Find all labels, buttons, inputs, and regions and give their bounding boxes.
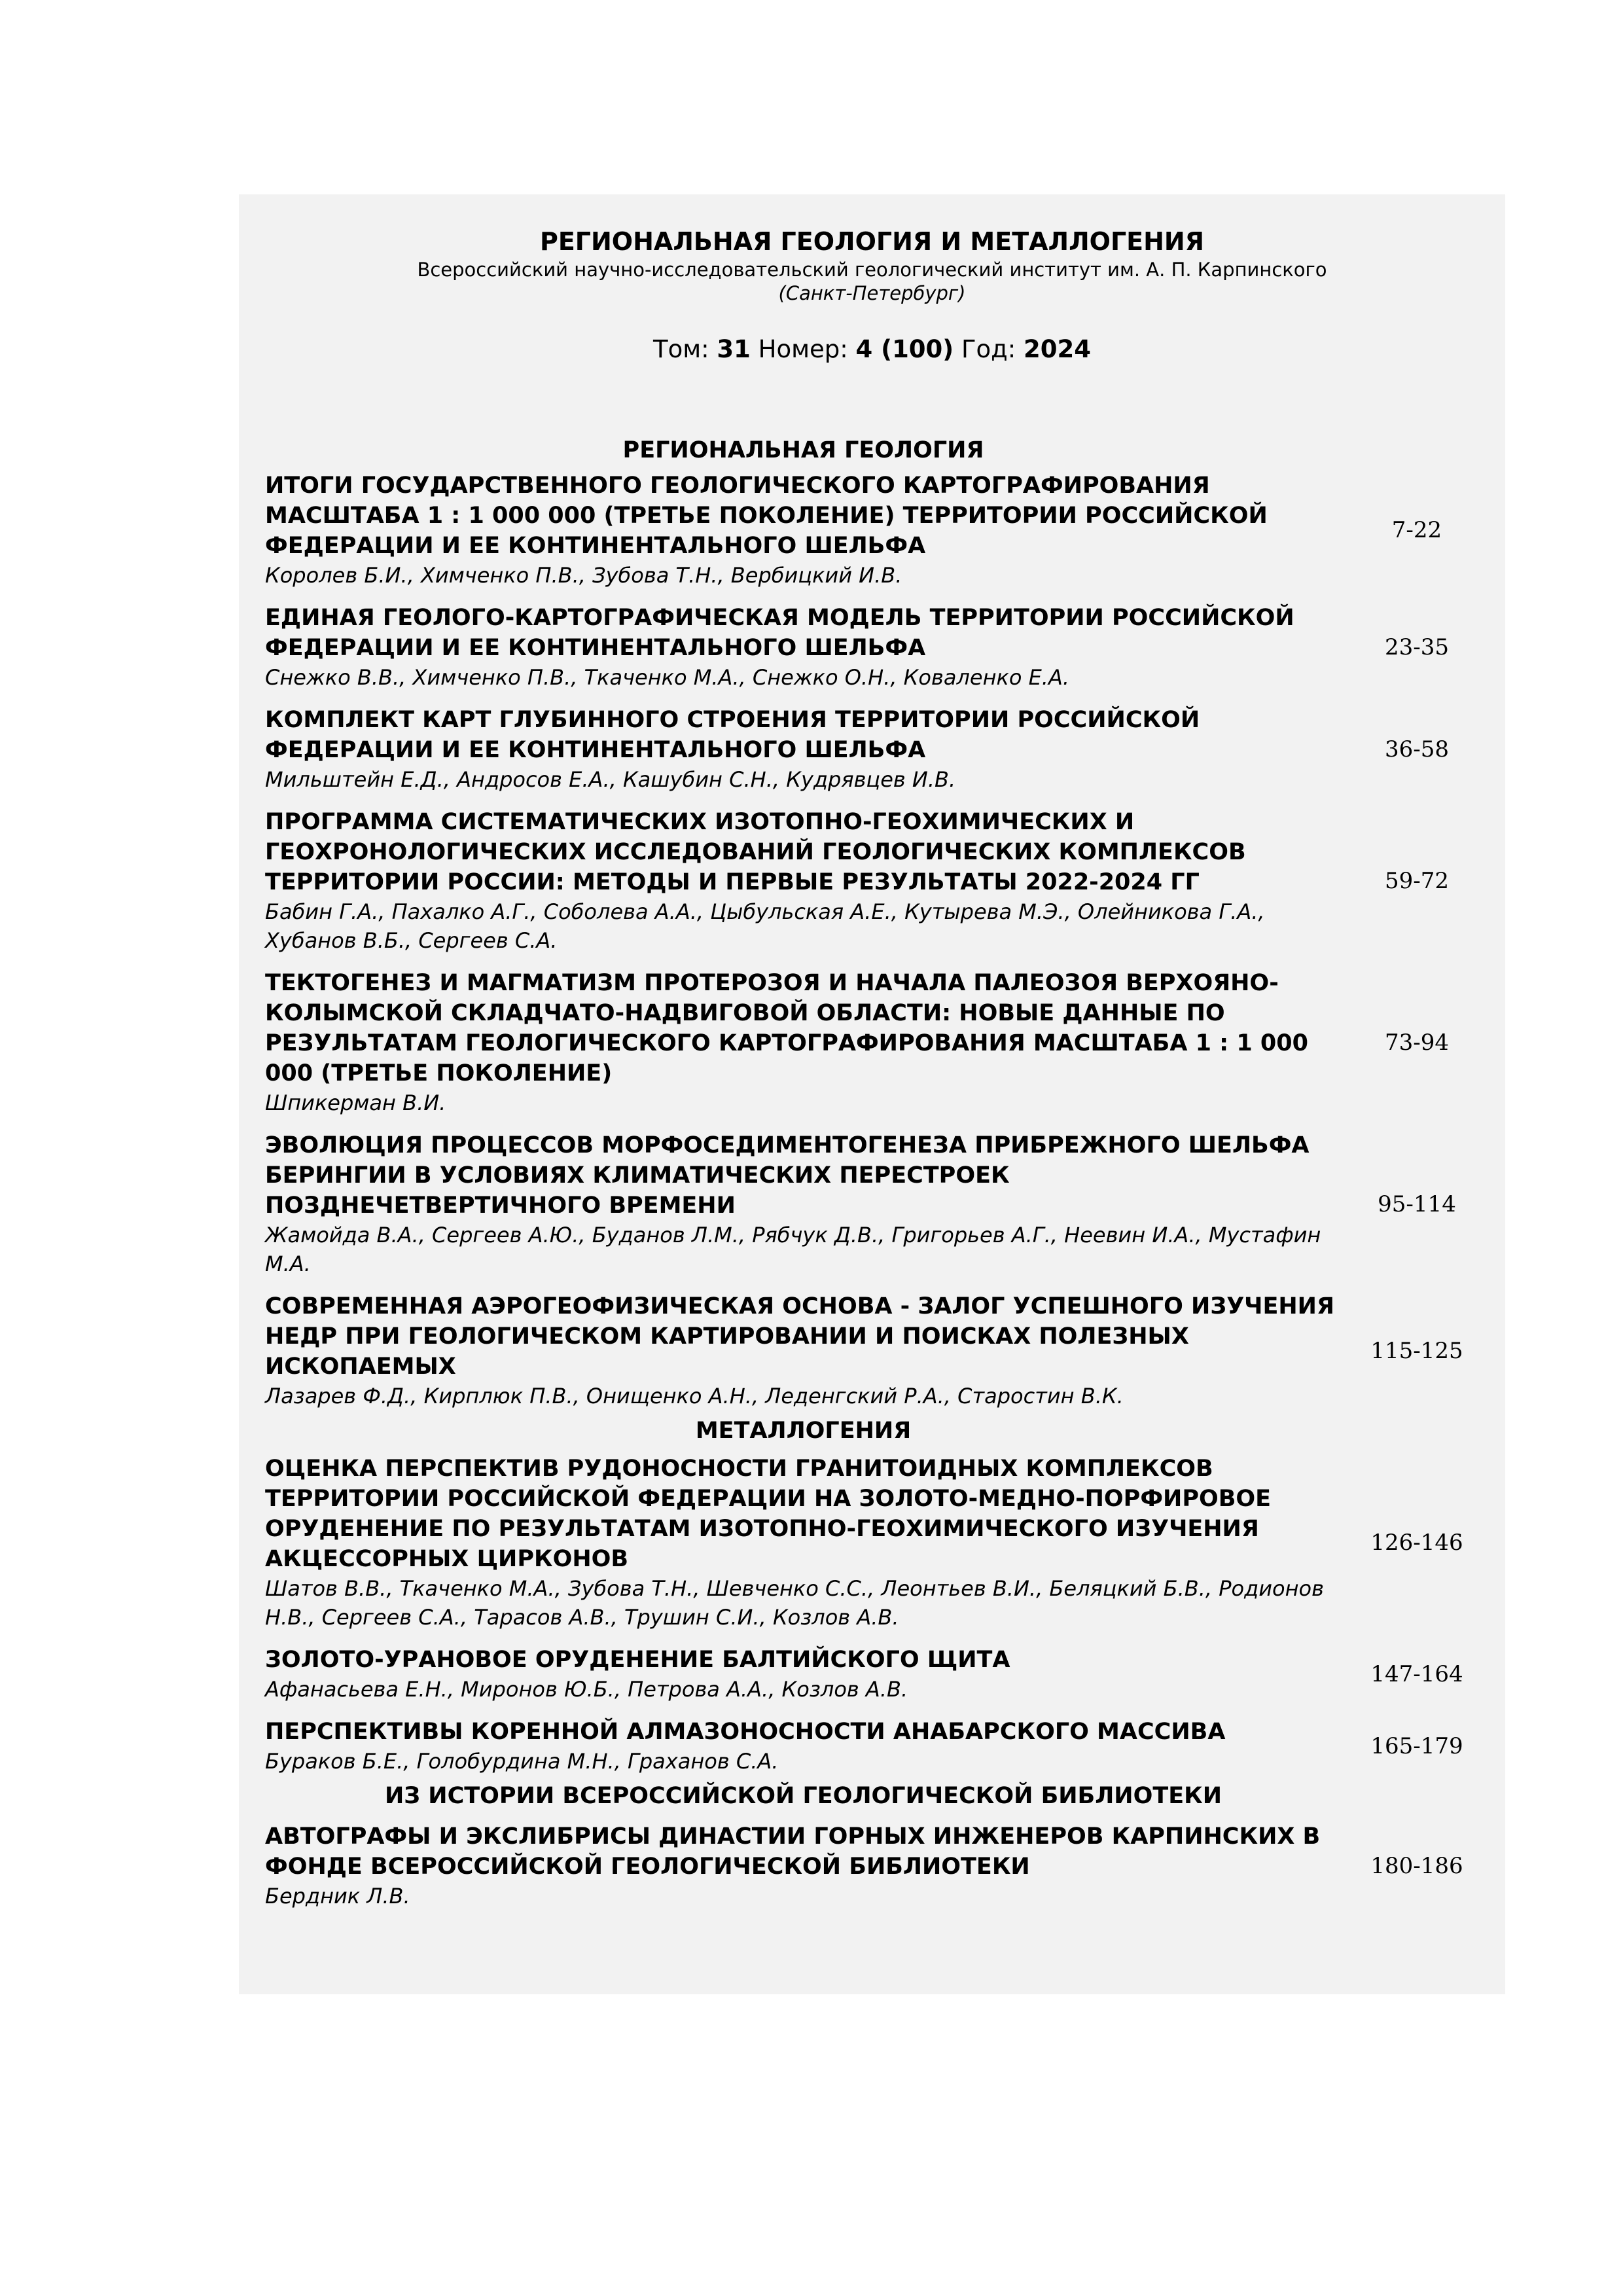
article-pages: 165-179 — [1370, 1733, 1463, 1759]
toc-entry[interactable] — [265, 1130, 1482, 1278]
issue-info — [239, 335, 1505, 363]
article-title[interactable]: ЕДИНАЯ ГЕОЛОГО-КАРТОГРАФИЧЕСКАЯ МОДЕЛЬ ТЕРРИТОРИИ РОССИЙСКОЙ ФЕДЕРАЦИИ И ЕЕ КОНТИНЕНТАЛЬНОГО ШЕЛЬФА — [265, 605, 1294, 661]
article-pages: 23-35 — [1384, 634, 1449, 660]
article-authors: Афанасьева Е.Н., Миронов Ю.Б., Петрова А.А., Козлов А.В. — [265, 1677, 908, 1702]
article-pages: 59-72 — [1384, 868, 1449, 894]
article-title[interactable]: ПЕРСПЕКТИВЫ КОРЕННОЙ АЛМАЗОНОСНОСТИ АНАБАРСКОГО МАССИВА — [265, 1719, 1226, 1745]
article-authors: Снежко В.В., Химченко П.В., Ткаченко М.А., Снежко О.Н., Коваленко Е.А. — [265, 665, 1070, 690]
toc-entry[interactable] — [265, 705, 1482, 794]
toc-entry[interactable] — [265, 603, 1482, 692]
toc-entry[interactable] — [265, 1645, 1482, 1704]
article-pages: 7-22 — [1391, 517, 1442, 543]
section-title: МЕТАЛЛОГЕНИЯ — [695, 1418, 912, 1444]
article-authors: Шатов В.В., Ткаченко М.А., Зубова Т.Н., Шевченко С.С., Леонтьев В.И., Беляцкий Б.В., Родионов Н.В., Сергеев С.А., Тарасов А.В., Трушин С.И., Козлов А.В. — [265, 1576, 1324, 1630]
institute-name: Всероссийский научно-исследовательский геологический институт им. А. П. Карпинского — [417, 259, 1327, 281]
article-pages: 73-94 — [1384, 1030, 1449, 1056]
section-title: ИЗ ИСТОРИИ ВСЕРОССИЙСКОЙ ГЕОЛОГИЧЕСКОЙ БИБЛИОТЕКИ — [384, 1783, 1222, 1809]
article-authors: Бураков Б.Е., Голобурдина М.Н., Граханов С.А. — [265, 1749, 779, 1774]
number-value: 4 (100) — [855, 335, 954, 363]
table-of-contents-panel — [239, 194, 1505, 1994]
article-authors: Жамойда В.А., Сергеев А.Ю., Буданов Л.М., Рябчук Д.В., Григорьев А.Г., Неевин И.А., Мустафин М.А. — [265, 1223, 1321, 1276]
article-title[interactable]: ТЕКТОГЕНЕЗ И МАГМАТИЗМ ПРОТЕРОЗОЯ И НАЧАЛА ПАЛЕОЗОЯ ВЕРХОЯНО-КОЛЫМСКОЙ СКЛАДЧАТО-НАДВИГОВОЙ ОБЛАСТИ: НОВЫЕ ДАННЫЕ ПО РЕЗУЛЬТАТАМ ГЕОЛОГИЧЕСКОГО КАРТОГРАФИРОВАНИЯ МАСШТАБА 1 : 1 000 000 (ТРЕТЬЕ ПОКОЛЕНИЕ) — [265, 970, 1308, 1086]
article-pages: 36-58 — [1384, 736, 1449, 762]
year-label: Год: — [961, 335, 1016, 363]
toc-list — [265, 435, 1482, 1910]
toc-entry[interactable] — [265, 1821, 1482, 1910]
toc-entry[interactable] — [265, 1291, 1482, 1410]
city: (Санкт-Петербург) — [778, 282, 966, 304]
article-authors: Бердник Л.В. — [265, 1884, 410, 1909]
article-title[interactable]: ЗОЛОТО-УРАНОВОЕ ОРУДЕНЕНИЕ БАЛТИЙСКОГО ЩИТА — [265, 1647, 1010, 1673]
article-title[interactable]: ИТОГИ ГОСУДАРСТВЕННОГО ГЕОЛОГИЧЕСКОГО КАРТОГРАФИРОВАНИЯ МАСШТАБА 1 : 1 000 000 (ТРЕТЬЕ ПОКОЛЕНИЕ) ТЕРРИТОРИИ РОССИЙСКОЙ ФЕДЕРАЦИИ И ЕЕ КОНТИНЕНТАЛЬНОГО ШЕЛЬФА — [265, 473, 1268, 559]
article-title[interactable]: АВТОГРАФЫ И ЭКСЛИБРИСЫ ДИНАСТИИ ГОРНЫХ ИНЖЕНЕРОВ КАРПИНСКИХ В ФОНДЕ ВСЕРОССИЙСКОЙ ГЕОЛОГИЧЕСКОЙ БИБЛИОТЕКИ — [265, 1823, 1321, 1880]
article-title[interactable]: ПРОГРАММА СИСТЕМАТИЧЕСКИХ ИЗОТОПНО-ГЕОХИМИЧЕСКИХ И ГЕОХРОНОЛОГИЧЕСКИХ ИССЛЕДОВАНИЙ ГЕОЛОГИЧЕСКИХ КОМПЛЕКСОВ ТЕРРИТОРИИ РОССИИ: МЕТОДЫ И ПЕРВЫЕ РЕЗУЛЬТАТЫ 2022-2024 ГГ — [265, 809, 1246, 895]
year-value: 2024 — [1024, 335, 1091, 363]
toc-entry[interactable] — [265, 471, 1482, 590]
article-authors: Мильштейн Е.Д., Андросов Е.А., Кашубин С.Н., Кудрявцев И.В. — [265, 767, 956, 792]
article-pages: 126-146 — [1370, 1530, 1463, 1556]
article-title[interactable]: ОЦЕНКА ПЕРСПЕКТИВ РУДОНОСНОСТИ ГРАНИТОИДНЫХ КОМПЛЕКСОВ ТЕРРИТОРИИ РОССИЙСКОЙ ФЕДЕРАЦИИ НА ЗОЛОТО-МЕДНО-ПОРФИРОВОЕ ОРУДЕНЕНИЕ ПО РЕЗУЛЬТАТАМ ИЗОТОПНО-ГЕОХИМИЧЕСКОГО ИЗУЧЕНИЯ АКЦЕССОРНЫХ ЦИРКОНОВ — [265, 1456, 1272, 1572]
article-title[interactable]: ЭВОЛЮЦИЯ ПРОЦЕССОВ МОРФОСЕДИМЕНТОГЕНЕЗА ПРИБРЕЖНОГО ШЕЛЬФА БЕРИНГИИ В УСЛОВИЯХ КЛИМАТИЧЕСКИХ ПЕРЕСТРОЕК ПОЗДНЕЧЕТВЕРТИЧНОГО ВРЕМЕНИ — [265, 1132, 1310, 1219]
number-label: Номер: — [758, 335, 848, 363]
article-authors: Королев Б.И., Химченко П.В., Зубова Т.Н., Вербицкий И.В. — [265, 563, 902, 588]
article-pages: 95-114 — [1378, 1191, 1456, 1217]
toc-entry[interactable] — [265, 1454, 1482, 1632]
article-authors: Бабин Г.А., Пахалко А.Г., Соболева А.А., Цыбульская А.Е., Кутырева М.Э., Олейникова Г.А., Хубанов В.Б., Сергеев С.А. — [265, 899, 1265, 953]
article-authors: Шпикерман В.И. — [265, 1090, 446, 1115]
article-pages: 147-164 — [1370, 1661, 1463, 1687]
toc-entry[interactable] — [265, 968, 1482, 1117]
volume-value: 31 — [717, 335, 751, 363]
toc-entry[interactable] — [265, 807, 1482, 955]
article-pages: 180-186 — [1370, 1853, 1463, 1879]
article-pages: 115-125 — [1370, 1338, 1463, 1364]
article-title[interactable]: КОМПЛЕКТ КАРТ ГЛУБИННОГО СТРОЕНИЯ ТЕРРИТОРИИ РОССИЙСКОЙ ФЕДЕРАЦИИ И ЕЕ КОНТИНЕНТАЛЬНОГО ШЕЛЬФА — [265, 707, 1200, 763]
article-title[interactable]: СОВРЕМЕННАЯ АЭРОГЕОФИЗИЧЕСКАЯ ОСНОВА - ЗАЛОГ УСПЕШНОГО ИЗУЧЕНИЯ НЕДР ПРИ ГЕОЛОГИЧЕСКОМ КАРТИРОВАНИИ И ПОИСКАХ ПОЛЕЗНЫХ ИСКОПАЕМЫХ — [265, 1293, 1334, 1380]
toc-entry[interactable] — [265, 1717, 1482, 1776]
section-title: РЕГИОНАЛЬНАЯ ГЕОЛОГИЯ — [622, 437, 984, 463]
volume-label: Том: — [653, 335, 709, 363]
journal-title: РЕГИОНАЛЬНАЯ ГЕОЛОГИЯ И МЕТАЛЛОГЕНИЯ — [539, 227, 1204, 256]
article-authors: Лазарев Ф.Д., Кирплюк П.В., Онищенко А.Н., Леденгский Р.А., Старостин В.К. — [265, 1384, 1124, 1408]
